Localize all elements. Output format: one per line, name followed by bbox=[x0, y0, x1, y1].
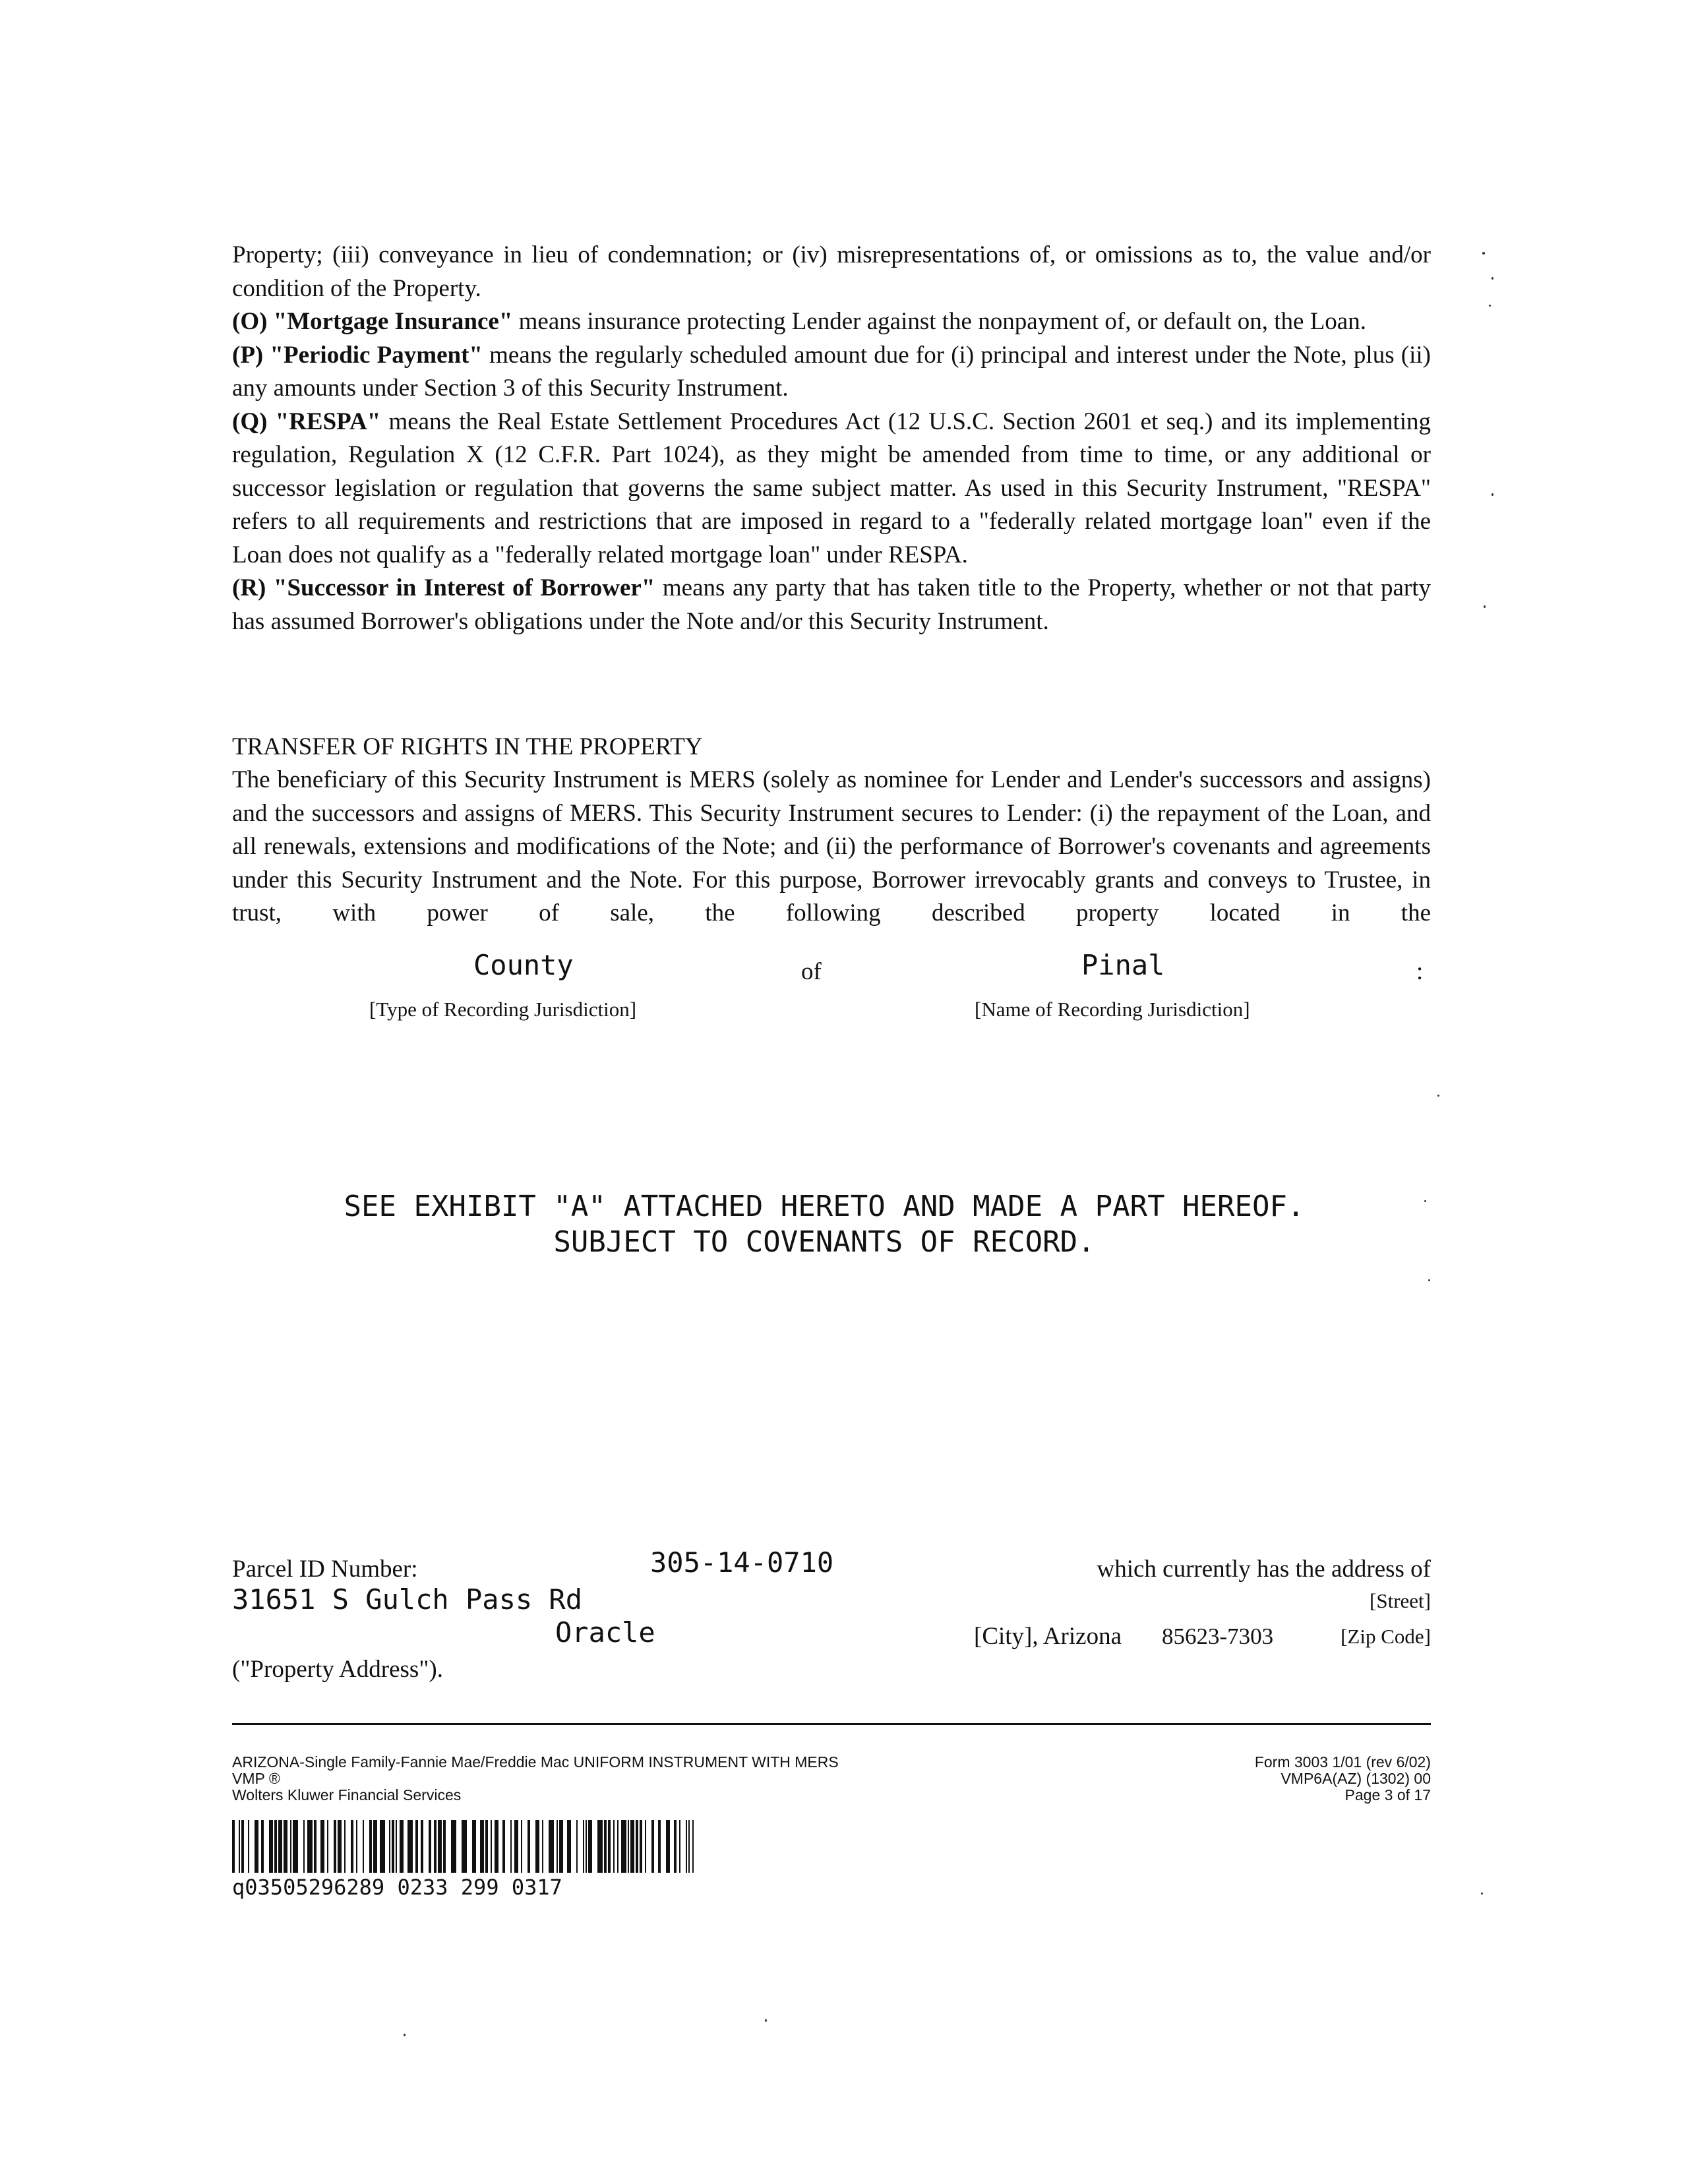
continuation-text: Property; (iii) conveyance in lieu of condemnation; or (iv) misrepresentations of, or omissions as to, the value and/or condition of the Property. bbox=[232, 241, 1431, 302]
barcode-bar bbox=[588, 1820, 592, 1873]
barcode-bar bbox=[255, 1820, 258, 1873]
city-state-label: [City], Arizona bbox=[974, 1623, 1122, 1650]
scan-speck bbox=[765, 2019, 767, 2022]
barcode-bar bbox=[232, 1820, 235, 1873]
scan-speck bbox=[1489, 305, 1491, 307]
barcode-bar bbox=[613, 1820, 615, 1873]
barcode-bar bbox=[373, 1820, 377, 1873]
barcode-bar bbox=[604, 1820, 607, 1873]
footer-left bbox=[232, 1754, 839, 1804]
barcode-bar bbox=[686, 1820, 687, 1873]
scan-speck bbox=[1482, 252, 1485, 255]
parcel-id-number: 305-14-0710 bbox=[650, 1546, 834, 1579]
barcode-bar bbox=[344, 1820, 346, 1873]
barcode-bar bbox=[567, 1820, 571, 1873]
scan-speck bbox=[1481, 1893, 1483, 1895]
barcode-bar bbox=[651, 1820, 654, 1873]
scan-speck bbox=[1424, 1200, 1426, 1202]
barcode-bar bbox=[314, 1820, 316, 1873]
barcode-bar bbox=[356, 1820, 357, 1873]
barcode-bar bbox=[400, 1820, 404, 1873]
jurisdiction-name-value: Pinal bbox=[1081, 949, 1165, 981]
barcode-bar bbox=[438, 1820, 442, 1873]
definition-r bbox=[232, 572, 1431, 638]
barcode-bar bbox=[630, 1820, 634, 1873]
definition-o-term: (O) "Mortgage Insurance" bbox=[232, 308, 513, 335]
barcode-bar bbox=[495, 1820, 498, 1873]
scan-speck bbox=[1492, 493, 1493, 496]
barcode-bar bbox=[380, 1820, 385, 1873]
barcode-bar bbox=[485, 1820, 488, 1873]
definition-r-text: means any party that has taken title to the Property, whether or not that party has assumed Borrower's obligations under the Note and/or this Security Instrument. bbox=[232, 574, 1431, 635]
parcel-id-label: Parcel ID Number: bbox=[232, 1556, 418, 1583]
property-address-label: ("Property Address"). bbox=[232, 1656, 443, 1683]
barcode-bar bbox=[528, 1820, 530, 1873]
definition-q bbox=[232, 406, 1431, 572]
barcode-bar bbox=[640, 1820, 642, 1873]
barcode-bar bbox=[549, 1820, 554, 1873]
colon: : bbox=[1416, 958, 1424, 985]
barcode-bar bbox=[241, 1820, 244, 1873]
street-label: [Street] bbox=[1370, 1589, 1431, 1612]
barcode-bar bbox=[510, 1820, 512, 1873]
barcode-bar bbox=[351, 1820, 353, 1873]
barcode-bar bbox=[443, 1820, 446, 1873]
footer-form-title: ARIZONA-Single Family-Fannie Mae/Freddie Mac UNIFORM INSTRUMENT WITH MERS bbox=[232, 1753, 839, 1771]
barcode-graphic bbox=[232, 1820, 700, 1873]
footer-form-number: Form 3003 1/01 (rev 6/02) bbox=[1254, 1753, 1431, 1771]
barcode-bar bbox=[434, 1820, 437, 1873]
definition-q-text: means the Real Estate Settlement Procedures Act (12 U.S.C. Section 2601 et seq.) and its implementing regulation, Regulation X (12 C.F.R. Part 1024), as they might be amended from time to time, or any additional or successor legislation or regulation that governs the same subject matter. As used in this Security Instrument, "RESPA" refers to all requirements and restrictions that are imposed in regard to a "federally related mortgage loan" even if the Loan does not qualify as a "federally related mortgage loan" under RESPA. bbox=[232, 408, 1431, 568]
barcode-bar bbox=[586, 1820, 587, 1873]
definition-r-term: (R) "Successor in Interest of Borrower" bbox=[232, 574, 655, 601]
barcode-bar bbox=[269, 1820, 273, 1873]
barcode-bar bbox=[692, 1820, 694, 1873]
barcode-bar bbox=[369, 1820, 372, 1873]
scan-speck bbox=[1428, 1279, 1430, 1281]
scan-speck bbox=[1437, 1095, 1439, 1097]
definition-o bbox=[232, 305, 1431, 339]
barcode-bar bbox=[617, 1820, 618, 1873]
of-word: of bbox=[801, 958, 822, 985]
barcode-bar bbox=[679, 1820, 680, 1873]
city-value: Oracle bbox=[555, 1616, 655, 1649]
definition-p bbox=[232, 339, 1431, 406]
address-label: which currently has the address of bbox=[1097, 1556, 1431, 1583]
barcode-bar bbox=[284, 1820, 287, 1873]
barcode-bar bbox=[429, 1820, 431, 1873]
footer-page-number: Page 3 of 17 bbox=[1344, 1786, 1431, 1804]
transfer-text: The beneficiary of this Security Instrument is MERS (solely as nominee for Lender and Lender's successors and assigns) and the successors and assigns of MERS. This Security Instrument secures to Lender: (i) the repayment of the Loan, and all renewals, extensions and modifications of the Note; and (ii) the performance of Borrower's covenants and agreements under this Security Instrument and the Note. For this purpose, Borrower irrevocably grants and conveys to Trustee, in trust, with power of sale, the following described property located in the bbox=[232, 766, 1431, 926]
barcode-bar bbox=[576, 1820, 578, 1873]
jurisdiction-type-value: County bbox=[473, 949, 574, 981]
barcode-text: q03505296289 0233 299 0317 bbox=[232, 1875, 562, 1900]
barcode-bar bbox=[666, 1820, 670, 1873]
barcode-bar bbox=[290, 1820, 291, 1873]
barcode-bar bbox=[363, 1820, 364, 1873]
barcode-bar bbox=[597, 1820, 603, 1873]
exhibit-line-2: SUBJECT TO COVENANTS OF RECORD. bbox=[553, 1225, 1095, 1259]
barcode-bar bbox=[451, 1820, 456, 1873]
barcode-bar bbox=[674, 1820, 677, 1873]
scan-speck bbox=[1484, 605, 1486, 608]
section-title: TRANSFER OF RIGHTS IN THE PROPERTY bbox=[232, 733, 703, 760]
barcode-bar bbox=[491, 1820, 492, 1873]
scan-speck bbox=[404, 2034, 406, 2036]
definition-p-term: (P) "Periodic Payment" bbox=[232, 341, 483, 369]
footer-right bbox=[1121, 1754, 1431, 1804]
definitions-block bbox=[232, 239, 1431, 638]
name-of-jurisdiction-label: [Name of Recording Jurisdiction] bbox=[975, 998, 1250, 1021]
street-value: 31651 S Gulch Pass Rd bbox=[232, 1583, 583, 1616]
barcode-bar bbox=[608, 1820, 611, 1873]
barcode-bar bbox=[239, 1820, 240, 1873]
barcode-bar bbox=[559, 1820, 563, 1873]
barcode-bar bbox=[407, 1820, 413, 1873]
footer-vmp: VMP ® bbox=[232, 1770, 280, 1787]
zip-label: [Zip Code] bbox=[1341, 1625, 1431, 1648]
definition-o-text: means insurance protecting Lender against the nonpayment of, or default on, the Loan. bbox=[512, 308, 1366, 335]
definition-q-term: (Q) "RESPA" bbox=[232, 408, 381, 435]
barcode-bar bbox=[274, 1820, 277, 1873]
barcode-bar bbox=[278, 1820, 282, 1873]
barcode-bar bbox=[628, 1820, 629, 1873]
barcode-bar bbox=[415, 1820, 418, 1873]
barcode-bar bbox=[293, 1820, 298, 1873]
type-of-jurisdiction-label: [Type of Recording Jurisdiction] bbox=[369, 998, 637, 1021]
barcode-bar bbox=[688, 1820, 690, 1873]
barcode-bar bbox=[514, 1820, 518, 1873]
zip-value: 85623-7303 bbox=[1162, 1623, 1274, 1649]
exhibit-line-1: SEE EXHIBIT "A" ATTACHED HERETO AND MADE A PART HEREOF. bbox=[344, 1190, 1305, 1223]
barcode-bar bbox=[307, 1820, 313, 1873]
barcode-bar bbox=[583, 1820, 584, 1873]
footer-divider bbox=[232, 1723, 1431, 1725]
barcode-bar bbox=[389, 1820, 390, 1873]
barcode-bar bbox=[472, 1820, 476, 1873]
barcode-bar bbox=[645, 1820, 646, 1873]
definition-p-text: means the regularly scheduled amount due for (i) principal and interest under the Note, plus (ii) any amounts under Section 3 of this Security Instrument. bbox=[232, 341, 1431, 402]
barcode-bar bbox=[521, 1820, 522, 1873]
barcode-bar bbox=[502, 1820, 505, 1873]
barcode-bar bbox=[248, 1820, 249, 1873]
definition-continuation bbox=[232, 239, 1431, 305]
barcode-bar bbox=[261, 1820, 264, 1873]
barcode-bar bbox=[334, 1820, 336, 1873]
barcode-bar bbox=[535, 1820, 539, 1873]
barcode-bar bbox=[542, 1820, 543, 1873]
barcode-bar bbox=[392, 1820, 394, 1873]
barcode-bar bbox=[396, 1820, 397, 1873]
barcode-bar bbox=[557, 1820, 558, 1873]
barcode-bar bbox=[462, 1820, 467, 1873]
barcode-bar bbox=[658, 1820, 661, 1873]
footer-publisher: Wolters Kluwer Financial Services bbox=[232, 1786, 462, 1804]
barcode-bar bbox=[303, 1820, 305, 1873]
barcode-bar bbox=[327, 1820, 328, 1873]
barcode-bar bbox=[320, 1820, 324, 1873]
barcode-bar bbox=[480, 1820, 484, 1873]
barcode-bar bbox=[338, 1820, 342, 1873]
barcode-bar bbox=[421, 1820, 423, 1873]
scan-speck bbox=[1492, 277, 1493, 280]
barcode-bar bbox=[636, 1820, 638, 1873]
transfer-paragraph bbox=[232, 764, 1431, 930]
barcode-bar bbox=[621, 1820, 626, 1873]
footer-vmp-code: VMP6A(AZ) (1302) 00 bbox=[1281, 1770, 1431, 1787]
